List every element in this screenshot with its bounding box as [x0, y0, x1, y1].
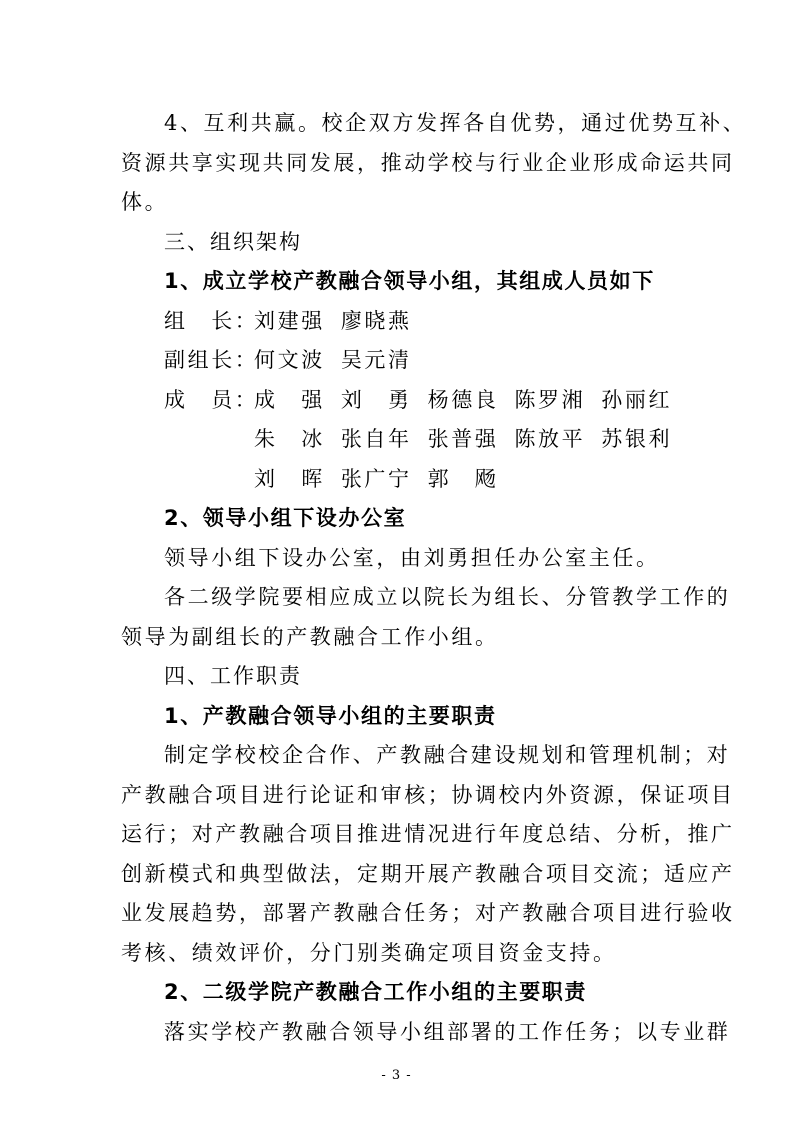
- paragraph-line: 考核、绩效评价，分门别类确定项目资金支持。: [121, 941, 617, 965]
- leader-label: 组 长：: [164, 309, 259, 333]
- deputy-row: [164, 345, 428, 375]
- member-name: 成 强: [254, 388, 325, 412]
- paragraph-line: 4、互利共赢。校企双方发挥各自优势，通过优势互补、: [164, 111, 747, 135]
- paragraph-line: 体。: [121, 190, 169, 214]
- member-name: 杨德良: [427, 388, 499, 412]
- member-name: 张广宁: [340, 467, 412, 491]
- paragraph-line: 创新模式和典型做法，定期开展产教融合项目交流；适应产: [121, 862, 735, 886]
- member-name: 刘 勇: [340, 388, 412, 412]
- member-name: 廖晓燕: [340, 309, 412, 333]
- member-name: 张自年: [340, 427, 412, 451]
- member-name: 何文波: [254, 348, 325, 372]
- subsection-heading: 2、领导小组下设办公室: [164, 506, 407, 530]
- paragraph-line: 运行；对产教融合项目推进情况进行年度总结、分析，推广: [121, 822, 735, 846]
- member-name: 苏银利: [601, 427, 673, 451]
- subsection-heading: 1、产教融合领导小组的主要职责: [164, 704, 497, 728]
- members-row: [254, 424, 688, 454]
- paragraph-line: 业发展趋势，部署产教融合任务；对产教融合项目进行验收: [121, 901, 735, 925]
- member-name: 孙丽红: [601, 388, 673, 412]
- member-name: 陈放平: [514, 427, 586, 451]
- paragraph-line: 资源共享实现共同发展，推动学校与行业企业形成命运共同: [121, 151, 735, 175]
- section-heading: 四、工作职责: [164, 664, 302, 688]
- paragraph-line: 各二级学院要相应成立以院长为组长、分管教学工作的: [164, 585, 731, 609]
- member-name: 刘 晖: [254, 467, 325, 491]
- member-name: 朱 冰: [254, 427, 325, 451]
- member-name: 陈罗湘: [514, 388, 586, 412]
- leader-row: [164, 306, 428, 336]
- members-row: [254, 464, 514, 494]
- paragraph-line: 制定学校校企合作、产教融合建设规划和管理机制；对: [164, 743, 731, 767]
- member-name: 吴元清: [340, 348, 412, 372]
- members-label: 成 员：: [164, 388, 259, 412]
- paragraph-line: 产教融合项目进行论证和审核；协调校内外资源，保证项目: [121, 783, 735, 807]
- page-number: - 3 -: [381, 1068, 412, 1083]
- members-row: [164, 385, 688, 415]
- member-name: 郭 飏: [427, 467, 499, 491]
- subsection-heading: 2、二级学院产教融合工作小组的主要职责: [164, 980, 588, 1004]
- subsection-heading: 1、成立学校产教融合领导小组，其组成人员如下: [164, 269, 655, 293]
- paragraph-line: 落实学校产教融合领导小组部署的工作任务；以专业群: [164, 1020, 731, 1044]
- member-name: 刘建强: [254, 309, 325, 333]
- section-heading: 三、组织架构: [164, 230, 302, 254]
- paragraph-line: 领导为副组长的产教融合工作小组。: [121, 625, 499, 649]
- paragraph-line: 领导小组下设办公室，由刘勇担任办公室主任。: [164, 546, 660, 570]
- deputy-label: 副组长：: [164, 348, 259, 372]
- member-name: 张普强: [427, 427, 499, 451]
